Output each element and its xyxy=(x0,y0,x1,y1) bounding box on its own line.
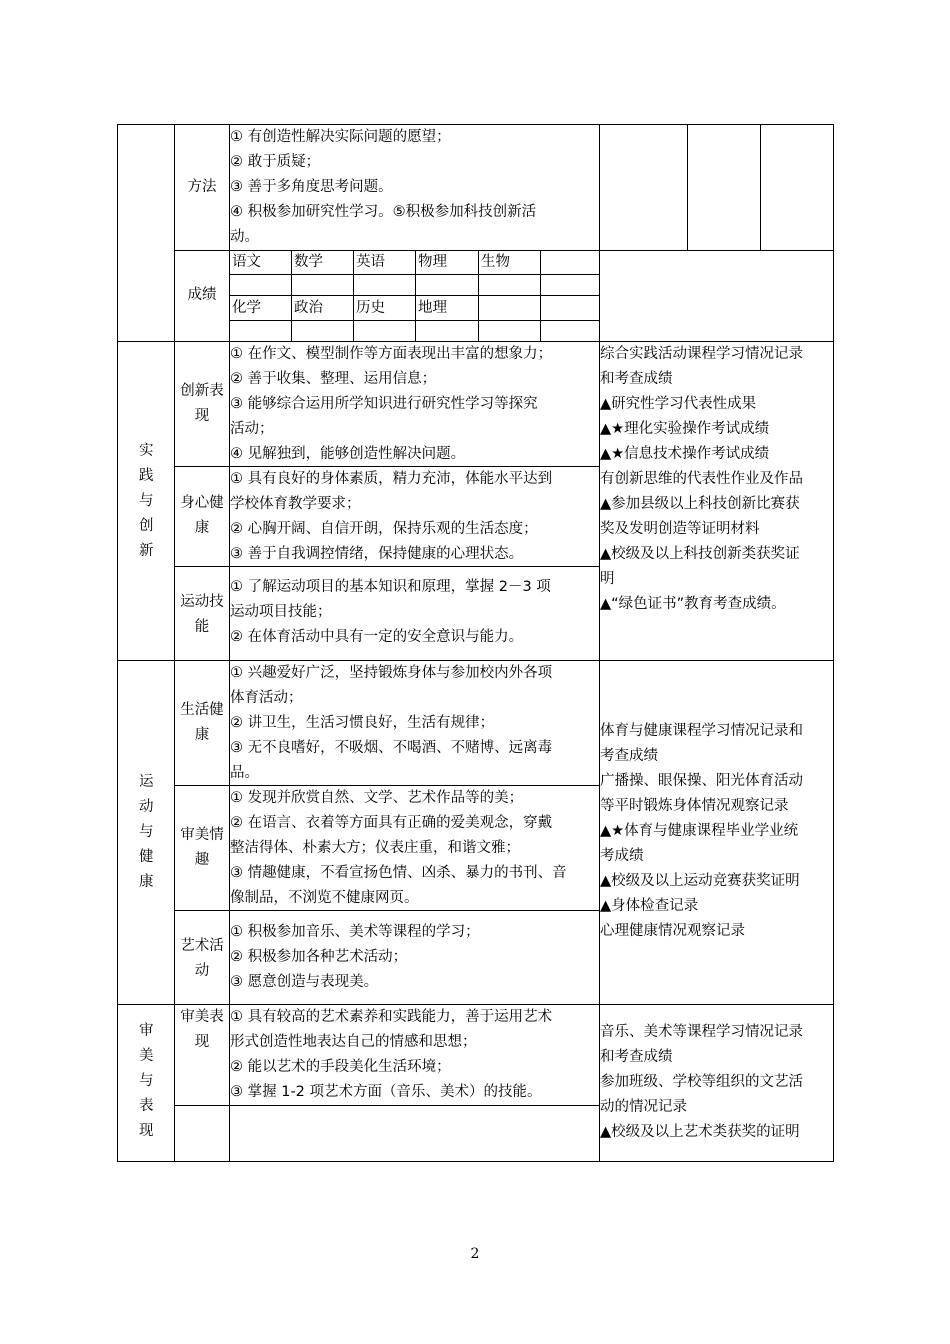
evidence-line: ▲校级及以上科技创新类获奖证 xyxy=(600,546,800,562)
item-label-sport-skills: 运动技能 xyxy=(180,594,224,635)
criteria-line: 像制品，不浏览不健康网页。 xyxy=(230,890,419,906)
criteria-line: ② 在语言、衣着等方面具有正确的爱美观念，穿戴 xyxy=(230,815,553,831)
subject-label: 数学 xyxy=(294,254,323,270)
evidence-line: 明 xyxy=(600,571,615,587)
evidence-line: ▲身体检查记录 xyxy=(600,898,699,914)
subject-label: 历史 xyxy=(356,300,385,316)
criteria-line: ① 发现并欣赏自然、文学、艺术作品等的美； xyxy=(230,790,524,806)
criteria-line: ③ 掌握 1-2 项艺术方面（音乐、美术）的技能。 xyxy=(230,1084,542,1100)
method-line: ① 有创造性解决实际问题的愿望； xyxy=(230,129,451,145)
evidence-line: 和考查成绩 xyxy=(600,371,673,387)
method-line: 动。 xyxy=(230,229,259,245)
evidence-line: ▲校级及以上艺术类获奖的证明 xyxy=(600,1124,800,1140)
evidence-line: 考成绩 xyxy=(600,848,644,864)
evidence-line: ▲“绿色证书”教育考查成绩。 xyxy=(600,596,786,612)
criteria-line: ② 讲卫生，生活习惯良好，生活有规律； xyxy=(230,715,495,731)
evidence-line: 和考查成绩 xyxy=(600,1049,673,1065)
item-label-aesthetic-taste: 审美情趣 xyxy=(180,827,224,868)
criteria-line: ③ 无不良嗜好，不吸烟、不喝酒、不赌博、远离毒 xyxy=(230,740,553,756)
method-line: ④ 积极参加研究性学习。⑤积极参加科技创新活 xyxy=(230,204,537,220)
criteria-line: ② 能以艺术的手段美化生活环境； xyxy=(230,1059,451,1075)
criteria-line: 品。 xyxy=(230,765,259,781)
criteria-line: ② 心胸开阔、自信开朗，保持乐观的生活态度； xyxy=(230,521,538,537)
criteria-line: 学校体育教学要求； xyxy=(230,496,361,512)
evidence-line: 体育与健康课程学习情况记录和 xyxy=(600,723,803,739)
evidence-line: 考查成绩 xyxy=(600,748,658,764)
evidence-line: ▲★理化实验操作考试成绩 xyxy=(600,421,770,437)
item-label-innovation: 创新表现 xyxy=(180,383,224,424)
criteria-line: ② 善于收集、整理、运用信息； xyxy=(230,371,437,387)
section-sports-title: 运动与健康 xyxy=(139,774,154,890)
method-line: ③ 善于多角度思考问题。 xyxy=(230,179,393,195)
subject-label: 语文 xyxy=(232,254,261,270)
subject-label: 英语 xyxy=(356,254,385,270)
item-label-life-health: 生活健康 xyxy=(180,702,224,743)
criteria-line: ③ 善于自我调控情绪，保持健康的心理状态。 xyxy=(230,546,524,562)
evidence-line: 心理健康情况观察记录 xyxy=(600,923,745,939)
evidence-line: 等平时锻炼身体情况观察记录 xyxy=(600,798,789,814)
section-practice-title: 实践与创新 xyxy=(139,443,154,559)
method-line: ② 敢于质疑； xyxy=(230,154,321,170)
criteria-line: 形式创造性地表达自己的情感和思想； xyxy=(230,1034,477,1050)
evidence-line: 综合实践活动课程学习情况记录 xyxy=(600,346,803,362)
section-aesthetic-title: 审美与表现 xyxy=(139,1023,154,1139)
evidence-line: 参加班级、学校等组织的文艺活 xyxy=(600,1074,803,1090)
subject-label: 生物 xyxy=(481,254,510,270)
evidence-line: ▲校级及以上运动竞赛获奖证明 xyxy=(600,873,800,889)
criteria-line: ① 在作文、模型制作等方面表现出丰富的想象力； xyxy=(230,346,553,362)
criteria-line: ① 具有良好的身体素质，精力充沛，体能水平达到 xyxy=(230,471,553,487)
grades-label: 成绩 xyxy=(187,287,217,303)
evidence-line: 动的情况记录 xyxy=(600,1099,687,1115)
criteria-line: ③ 愿意创造与表现美。 xyxy=(230,974,379,990)
criteria-line: ① 了解运动项目的基本知识和原理，掌握 2－3 项 xyxy=(230,579,551,595)
evidence-line: ▲★信息技术操作考试成绩 xyxy=(600,446,770,462)
subject-label: 政治 xyxy=(294,300,323,316)
criteria-line: ④ 见解独到，能够创造性解决问题。 xyxy=(230,446,466,462)
item-label-aesthetic-expression: 审美表现 xyxy=(180,1009,224,1050)
criteria-line: 活动； xyxy=(230,421,274,437)
page-number: 2 xyxy=(470,1246,480,1262)
criteria-line: 运动项目技能； xyxy=(230,604,332,620)
criteria-line: ② 在体育活动中具有一定的安全意识与能力。 xyxy=(230,629,524,645)
evidence-line: 广播操、眼保操、阳光体育活动 xyxy=(600,773,803,789)
evidence-line: ▲参加县级以上科技创新比赛获 xyxy=(600,496,800,512)
subject-label: 地理 xyxy=(418,300,447,316)
criteria-line: 体育活动； xyxy=(230,690,303,706)
evidence-line: ▲研究性学习代表性成果 xyxy=(600,396,757,412)
evidence-line: 奖及发明创造等证明材料 xyxy=(600,521,760,537)
subject-label: 物理 xyxy=(418,254,447,270)
criteria-line: ① 积极参加音乐、美术等课程的学习； xyxy=(230,924,480,940)
item-label-mind-body: 身心健康 xyxy=(180,495,224,536)
criteria-line: ① 具有较高的艺术素养和实践能力，善于运用艺术 xyxy=(230,1009,553,1025)
item-label-art-activities: 艺术活动 xyxy=(180,938,224,979)
evidence-line: ▲★体育与健康课程毕业学业统 xyxy=(600,823,799,839)
criteria-line: ③ 能够综合运用所学知识进行研究性学习等探究 xyxy=(230,396,538,412)
criteria-line: ② 积极参加各种艺术活动； xyxy=(230,949,408,965)
criteria-line: ③ 情趣健康，不看宣扬色情、凶杀、暴力的书刊、音 xyxy=(230,865,567,881)
evidence-line: 音乐、美术等课程学习情况记录 xyxy=(600,1024,803,1040)
method-label: 方法 xyxy=(187,179,217,195)
evidence-line: 有创新思维的代表性作业及作品 xyxy=(600,471,803,487)
criteria-line: 整洁得体、朴素大方；仪表庄重，和谐文雅； xyxy=(230,840,520,856)
subject-label: 化学 xyxy=(232,300,261,316)
criteria-line: ① 兴趣爱好广泛，坚持锻炼身体与参加校内外各项 xyxy=(230,665,553,681)
